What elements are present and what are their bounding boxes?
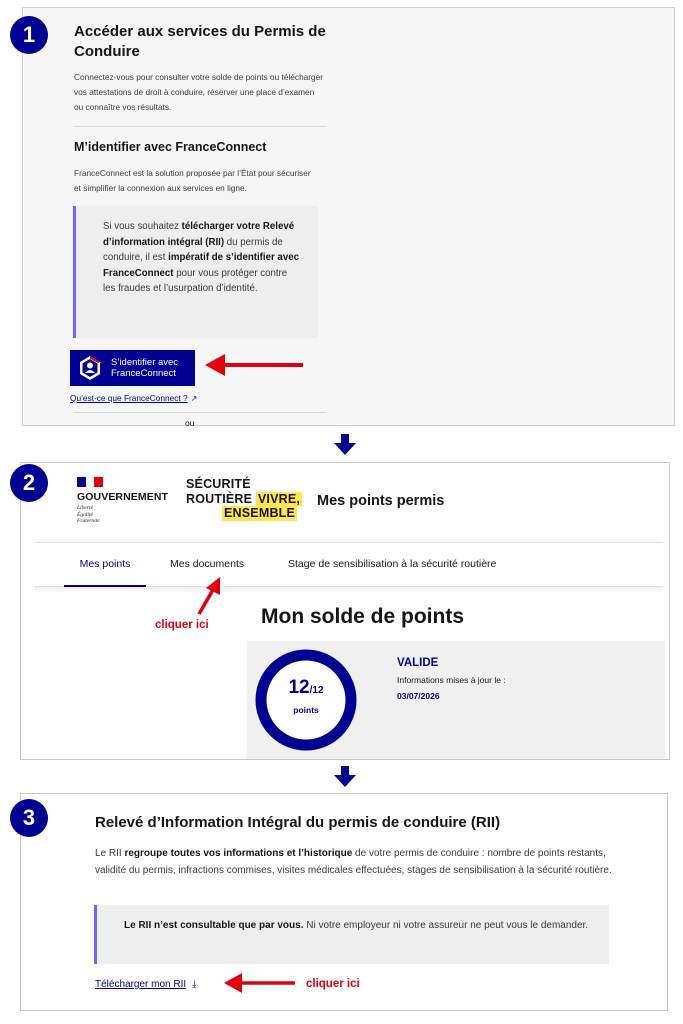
annotation-arrow-to-franceconnect (203, 352, 305, 378)
tab-mes-points[interactable]: Mes points (64, 543, 146, 587)
what-is-franceconnect-link[interactable]: Qu’est-ce que FranceConnect ? ↗ (70, 393, 198, 403)
franceconnect-description: FranceConnect est la solution proposée par l’État pour sécuriser et simplifier la connexion aux services en ligne. (74, 168, 311, 193)
government-logo: GOUVERNEMENT Liberté Égalité Fraternité (77, 477, 167, 525)
points-ring-gauge (255, 649, 357, 751)
step-2-badge: 2 (10, 464, 48, 502)
updated-label: Informations mises à jour le : (397, 675, 506, 685)
tab-mes-documents[interactable]: Mes documents (170, 558, 245, 570)
points-panel (20, 462, 670, 760)
down-arrow-icon (333, 434, 357, 456)
franceconnect-heading: M’identifier avec FranceConnect (74, 140, 267, 154)
external-link-icon: ↗ (190, 394, 198, 403)
status-badge: VALIDE (397, 657, 439, 669)
updated-date: 03/07/2026 (397, 691, 440, 701)
page-description: Connectez-vous pour consulter votre solde de points ou télécharger vos attestations de droit à conduire, réserver une place d’examen ou connaître vos résultats. (74, 72, 324, 112)
points-value: 12/12 (288, 677, 324, 698)
step-3-badge: 3 (10, 799, 48, 837)
page-title: Accéder aux services du Permis de Conduire (74, 23, 326, 60)
tab-stage-sensibilisation[interactable]: Stage de sensibilisation à la sécurité routière (288, 558, 497, 570)
franceconnect-button-label: S’identifier avec FranceConnect (111, 357, 179, 379)
nav-shadow (35, 587, 663, 593)
annotation-click-here: cliquer ici (306, 978, 360, 990)
rii-warning-callout: Si vous souhaitez télécharger votre Relevé d’information intégral (RII) du permis de conduire, il est impératif de s’identifier avec FranceConnect pour vous protéger contre les fraudes et l’usurpation d’identité. (73, 206, 318, 338)
annotation-arrow-to-download (222, 971, 297, 995)
down-arrow-icon (333, 766, 357, 788)
rii-description: Le RII regroupe toutes vos informations et l’historique de votre permis de conduire : nombre de points restants, validité du permis, infractions commises, visites médicales effectuées, stages de sensibilisation à la sécurité routière. (95, 848, 612, 876)
balance-title: Mon solde de points (261, 605, 464, 628)
or-separator: ou (185, 418, 195, 428)
service-title: Mes points permis (317, 493, 445, 509)
main-nav (35, 543, 663, 587)
divider (74, 126, 326, 127)
annotation-click-here: cliquer ici (155, 619, 209, 631)
step-1-badge: 1 (10, 16, 48, 54)
rii-title: Relevé d’Information Intégral du permis de conduire (RII) (95, 814, 501, 831)
securite-routiere-logo: SÉCURITÉ ROUTIÈRE VIVRE, ENSEMBLE (186, 477, 301, 520)
franceconnect-button[interactable] (70, 350, 195, 386)
rii-privacy-callout: Le RII n’est consultable que par vous. Ni votre employeur ni votre assureur ne peut vous le demander. (94, 905, 609, 964)
points-label: points (293, 705, 319, 715)
franceconnect-logo-icon (79, 355, 101, 381)
annotation-arrow-to-documents (196, 576, 224, 616)
login-panel (22, 7, 675, 426)
divider (74, 412, 326, 413)
rii-panel (20, 793, 668, 1011)
french-flag-icon (77, 477, 103, 487)
download-icon: ⤓ (192, 979, 197, 990)
download-rii-link[interactable]: Télécharger mon RII ⤓ (95, 979, 197, 990)
